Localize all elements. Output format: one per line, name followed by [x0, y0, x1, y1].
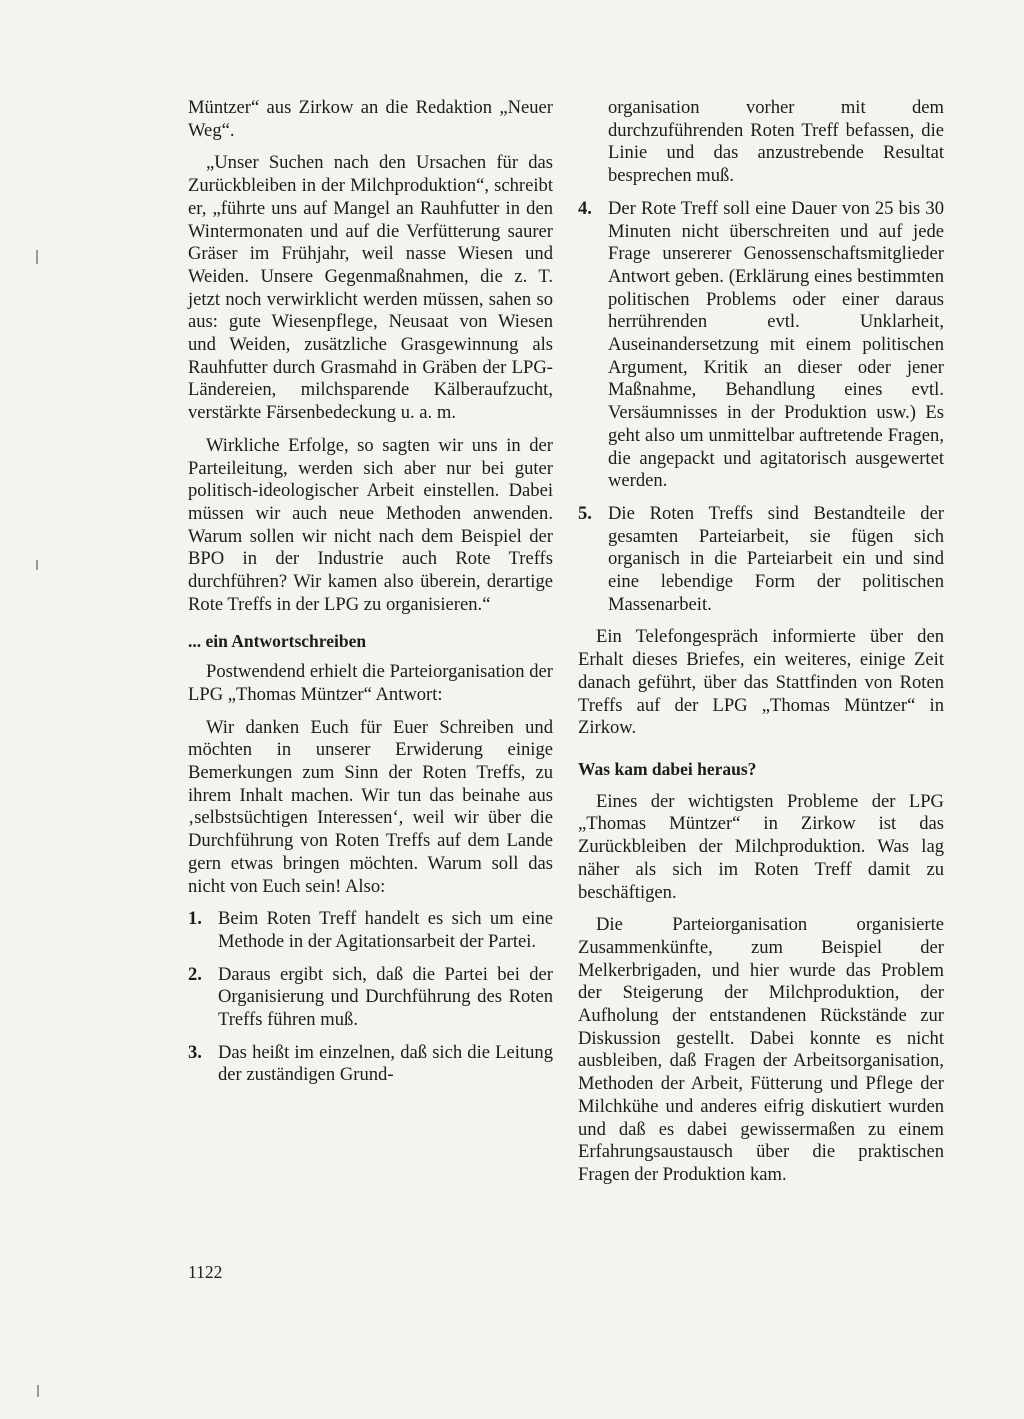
list-item-number: 1.	[188, 908, 202, 930]
list-item-number: 4.	[578, 197, 592, 219]
right-column	[578, 97, 944, 1197]
list-item-continuation	[578, 97, 944, 188]
list-item-number: 2.	[188, 963, 202, 985]
paragraph: „Unser Suchen nach den Ursachen für das Zurückbleiben in der Milchproduktion“, schreibt er, „führte uns auf Mangel an Rauhfutter in den Wintermonaten und auf die Verfütterung saurer Gräser im Frühjahr, weil nasse Wiesen und Weiden. Unsere Gegenmaßnahmen, die z. T. jetzt noch verwirklicht werden müssen, sahen so aus: gute Wiesenpflege, Neusaat von Wiesen und Weiden, zusätzliche Grasgewinnung als Rauhfutter durch Grasmahd in Gräben der LPG-Ländereien, milchsparende Kälberaufzucht, verstärkte Färsenbedeckung u. a. m.	[188, 152, 553, 424]
section-heading: Was kam dabei heraus?	[578, 758, 757, 779]
paragraph: Wir danken Euch für Euer Schreiben und möchten in unserer Erwiderung einige Bemerkungen zum Sinn der Roten Treffs, zu ihrem Inhalt machen. Wir tun das beinahe aus ‚selbstsüchtigen Interessen‘, weil wir über die Durchführung von Roten Treffs auf dem Lande gern etwas bringen möchten. Warum soll das nicht von Euch sein! Also:	[188, 716, 553, 897]
list-item	[578, 198, 944, 493]
numbered-list	[188, 908, 553, 1087]
paragraph: Müntzer“ aus Zirkow an die Redaktion „Neuer Weg“.	[188, 97, 553, 141]
scan-edge-mark	[36, 250, 38, 264]
list-item-text: organisation vorher mit dem durchzuführenden Roten Treff befassen, die Linie und das anzustrebende Resultat besprechen muß.	[608, 97, 944, 187]
section-heading: ... ein Antwortschreiben	[188, 631, 367, 652]
list-item	[188, 1042, 553, 1087]
list-item-text: Daraus ergibt sich, daß die Partei bei der Organisierung und Durchführung des Roten Treffs führen muß.	[218, 963, 553, 1031]
scan-edge-mark	[37, 1385, 39, 1397]
list-item-text: Die Roten Treffs sind Bestandteile der gesamten Parteiarbeit, sie fügen sich organisch in die Parteiarbeit ein und sind eine lebendige Form der politischen Massenarbeit.	[608, 502, 944, 615]
paragraph: Ein Telefongespräch informierte über den Erhalt dieses Briefes, ein weiteres, einige Zeit danach geführt, über das Stattfinden von Roten Treffs auf der LPG „Thomas Müntzer“ in Zirkow.	[578, 626, 944, 739]
list-item-text: Der Rote Treff soll eine Dauer von 25 bis 30 Minuten nicht überschreiten und auf jede Frage unsererer Genossenschaftsmitglieder Antwort geben. (Erklärung eines bestimmten politischen Problems oder einer daraus herrührenden evtl. Unklarheit, Auseinandersetzung mit einem politischen Argument, Kritik an dieser oder jener Maßnahme, Behandlung eines evtl. Versäumnisses in der Produktion usw.) Es geht also um unmittelbar auftretende Fragen, die angepackt und agitatorisch ausgewertet werden.	[608, 197, 944, 492]
page-number: 1122	[188, 1262, 223, 1282]
list-item-number: 3.	[188, 1041, 202, 1063]
list-item-text: Beim Roten Treff handelt es sich um eine Methode in der Agitationsarbeit der Partei.	[218, 908, 553, 952]
list-item-number: 5.	[578, 502, 592, 524]
paragraph: Eines der wichtigsten Probleme der LPG „Thomas Müntzer“ in Zirkow ist das Zurückbleiben der Milchproduktion. Was lag näher als sich im Roten Treff damit zu beschäftigen.	[578, 790, 944, 903]
list-item-text: Das heißt im einzelnen, daß sich die Leitung der zuständigen Grund-	[218, 1041, 553, 1086]
list-item	[188, 908, 553, 953]
paragraph: Die Parteiorganisation organisierte Zusammenkünfte, zum Beispiel der Melkerbrigaden, und hier wurde das Problem der Steigerung der Milchproduktion, der Aufholung der entstandenen Rückstände zur Diskussion gestellt. Dabei konnte es nicht ausbleiben, daß Fragen der Arbeitsorganisation, Methoden der Arbeit, Fütterung und Pflege der Milchkühe und anderes eifrig diskutiert wurden und daß es dabei gewissermaßen zu einem Erfahrungsaustausch über die praktischen Fragen der Produktion kam.	[578, 914, 944, 1185]
scan-edge-mark	[36, 560, 38, 570]
left-column	[188, 97, 553, 1097]
list-item	[578, 503, 944, 617]
paragraph: Postwendend erhielt die Parteiorganisation der LPG „Thomas Müntzer“ Antwort:	[188, 661, 553, 705]
list-item	[188, 964, 553, 1032]
numbered-list-continued	[578, 97, 944, 616]
paragraph: Wirkliche Erfolge, so sagten wir uns in der Parteileitung, werden sich aber nur bei guter politisch-ideologischer Arbeit einstellen. Dabei müssen wir auch neue Methoden anwenden. Warum sollen wir nicht nach dem Beispiel der BPO in der Industrie auch Rote Treffs durchführen? Wir kamen also überein, derartige Rote Treffs in der LPG zu organisieren.“	[188, 434, 553, 615]
